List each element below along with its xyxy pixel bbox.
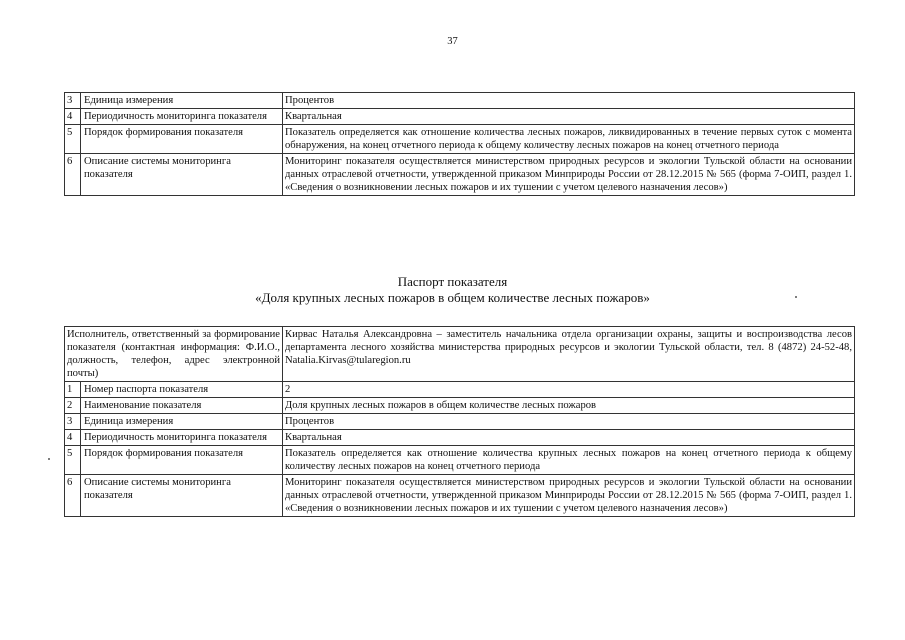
table-row <box>65 398 855 414</box>
table-row <box>65 125 855 154</box>
row-label: Описание системы мониторинга показателя <box>81 154 283 196</box>
row-label: Единица измерения <box>81 414 283 430</box>
executor-value: Кирвас Наталья Александровна – заместитель начальника отдела организации охраны, защиты и воспроизводства лесов департамента лесного хозяйства министерства природных ресурсов и экологии Тульской области, тел. 8 (4872) 24-52-48, Natalia.Kirvas@tularegion.ru <box>283 327 855 382</box>
row-value: Показатель определяется как отношение количества крупных лесных пожаров на конец отчетного периода к общему количеству лесных пожаров на конец отчетного периода <box>283 446 855 475</box>
passport-title: Паспорт показателя <box>397 274 508 289</box>
row-value: Квартальная <box>283 109 855 125</box>
table-row <box>65 475 855 517</box>
indicator-table-top <box>64 92 855 196</box>
executor-label: Исполнитель, ответственный за формирование показателя (контактная информация: Ф.И.О., должность, телефон, адрес электронной почты) <box>65 327 283 382</box>
row-label: Периодичность мониторинга показателя <box>81 430 283 446</box>
row-number: 5 <box>65 125 81 154</box>
scan-speck <box>48 458 50 460</box>
row-label: Порядок формирования показателя <box>81 446 283 475</box>
table-row <box>65 93 855 109</box>
row-number: 3 <box>65 414 81 430</box>
row-value: Процентов <box>283 93 855 109</box>
row-value: Мониторинг показателя осуществляется министерством природных ресурсов и экологии Тульской области на основании данных отраслевой отчетности, утвержденной приказом Минприроды России от 28.12.2015 № 565 (форма 7-ОИП, раздел 1. «Сведения о возникновении лесных пожаров и их тушении с учетом целевого назначения лесов») <box>283 475 855 517</box>
row-value: Мониторинг показателя осуществляется министерством природных ресурсов и экологии Тульской области на основании данных отраслевой отчетности, утвержденной приказом Минприроды России от 28.12.2015 № 565 (форма 7-ОИП, раздел 1. «Сведения о возникновении лесных пожаров и их тушении с учетом целевого назначения лесов») <box>283 154 855 196</box>
page-number: 37 <box>447 36 458 47</box>
table-row-executor <box>65 327 855 382</box>
row-number: 6 <box>65 154 81 196</box>
table-row <box>65 109 855 125</box>
row-label: Периодичность мониторинга показателя <box>81 109 283 125</box>
table-row <box>65 430 855 446</box>
row-label: Наименование показателя <box>81 398 283 414</box>
row-value: Квартальная <box>283 430 855 446</box>
row-number: 4 <box>65 430 81 446</box>
row-number: 6 <box>65 475 81 517</box>
table-row <box>65 382 855 398</box>
row-number: 2 <box>65 398 81 414</box>
row-value: 2 <box>283 382 855 398</box>
table-row <box>65 414 855 430</box>
row-label: Порядок формирования показателя <box>81 125 283 154</box>
indicator-table-bottom <box>64 326 855 517</box>
row-value: Процентов <box>283 414 855 430</box>
passport-heading <box>0 274 905 306</box>
scan-speck <box>795 296 797 298</box>
passport-subtitle: «Доля крупных лесных пожаров в общем количестве лесных пожаров» <box>255 290 650 305</box>
row-value: Показатель определяется как отношение количества лесных пожаров, ликвидированных в течение первых суток с момента обнаружения, на конец отчетного периода к общему количеству лесных пожаров на конец отчетного периода <box>283 125 855 154</box>
row-label: Описание системы мониторинга показателя <box>81 475 283 517</box>
table-row <box>65 154 855 196</box>
row-number: 5 <box>65 446 81 475</box>
row-number: 4 <box>65 109 81 125</box>
table-row <box>65 446 855 475</box>
row-value: Доля крупных лесных пожаров в общем количестве лесных пожаров <box>283 398 855 414</box>
row-number: 1 <box>65 382 81 398</box>
row-label: Единица измерения <box>81 93 283 109</box>
row-label: Номер паспорта показателя <box>81 382 283 398</box>
row-number: 3 <box>65 93 81 109</box>
